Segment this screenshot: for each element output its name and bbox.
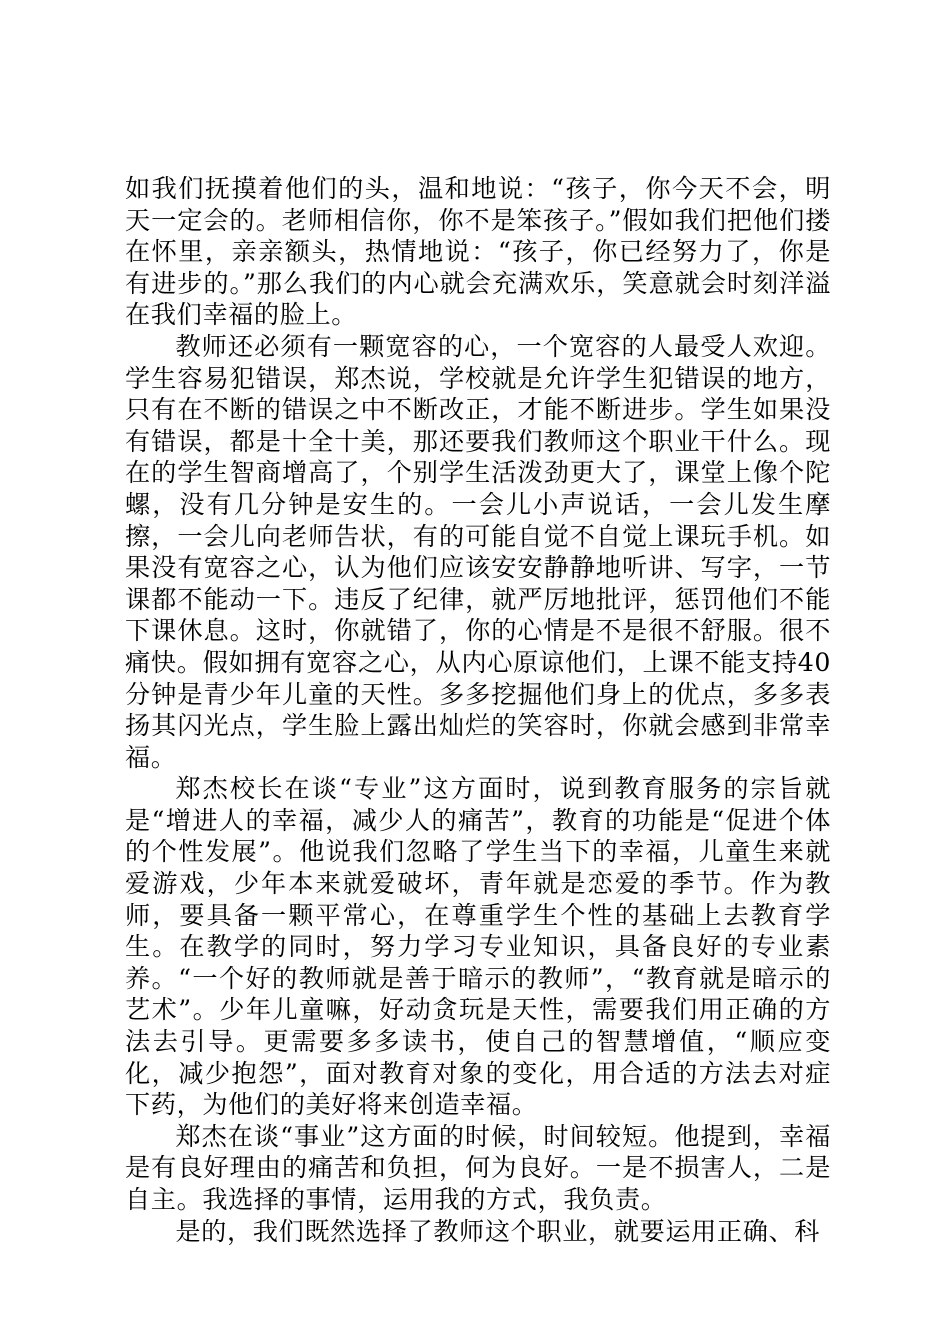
document-body xyxy=(125,173,831,1247)
paragraph-4: 郑杰在谈“事业”这方面的时候，时间较短。他提到，幸福是有良好理由的痛苦和负担，何为良好。一是不损害人，二是自主。我选择的事情，运用我的方式，我负责。 xyxy=(125,1121,831,1214)
paragraph-5: 是的，我们既然选择了教师这个职业，就要运用正确、科 xyxy=(175,1216,821,1246)
paragraph-1: 如我们抚摸着他们的头，温和地说：“孩子，你今天不会，明天一定会的。老师相信你，你不是笨孩子。”假如我们把他们搂在怀里，亲亲额头，热情地说：“孩子，你已经努力了，你是有进步的。”那么我们的内心就会充满欢乐，笑意就会时刻洋溢在我们幸福的脸上。 xyxy=(125,174,831,330)
paragraph-3: 郑杰校长在谈“专业”这方面时，说到教育服务的宗旨就是“增进人的幸福，减少人的痛苦”，教育的功能是“促进个体的个性发展”。他说我们忽略了学生当下的幸福，儿童生来就爱游戏，少年本来就爱破坏，青年就是恋爱的季节。作为教师，要具备一颗平常心，在尊重学生个性的基础上去教育学生。在教学的同时，努力学习专业知识，具备良好的专业素养。“一个好的教师就是善于暗示的教师”，“教育就是暗示的艺术”。少年儿童嘛，好动贪玩是天性，需要我们用正确的方法去引导。更需要多多读书，使自己的智慧增值，“顺应变化，减少抱怨”，面对教育对象的变化，用合适的方法去对症下药，为他们的美好将来创造幸福。 xyxy=(125,774,831,1120)
paragraph-2: 教师还必须有一颗宽容的心，一个宽容的人最受人欢迎。学生容易犯错误，郑杰说，学校就是允许学生犯错误的地方，只有在不断的错误之中不断改正，才能不断进步。学生如果没有错误，都是十全十美，那还要我们教师这个职业干什么。现在的学生智商增高了，个别学生活泼劲更大了，课堂上像个陀螺，没有几分钟是安生的。一会儿小声说话，一会儿发生摩擦，一会儿向老师告状，有的可能自觉不自觉上课玩手机。如果没有宽容之心，认为他们应该安安静静地听讲、写字，一节课都不能动一下。违反了纪律，就严厉地批评，惩罚他们不能下课休息。这时，你就错了，你的心情是不是很不舒服。很不痛快。假如拥有宽容之心，从内心原谅他们，上课不能支持40分钟是青少年儿童的天性。多多挖掘他们身上的优点，多多表扬其闪光点，学生脸上露出灿烂的笑容时，你就会感到非常幸福。 xyxy=(125,331,831,772)
